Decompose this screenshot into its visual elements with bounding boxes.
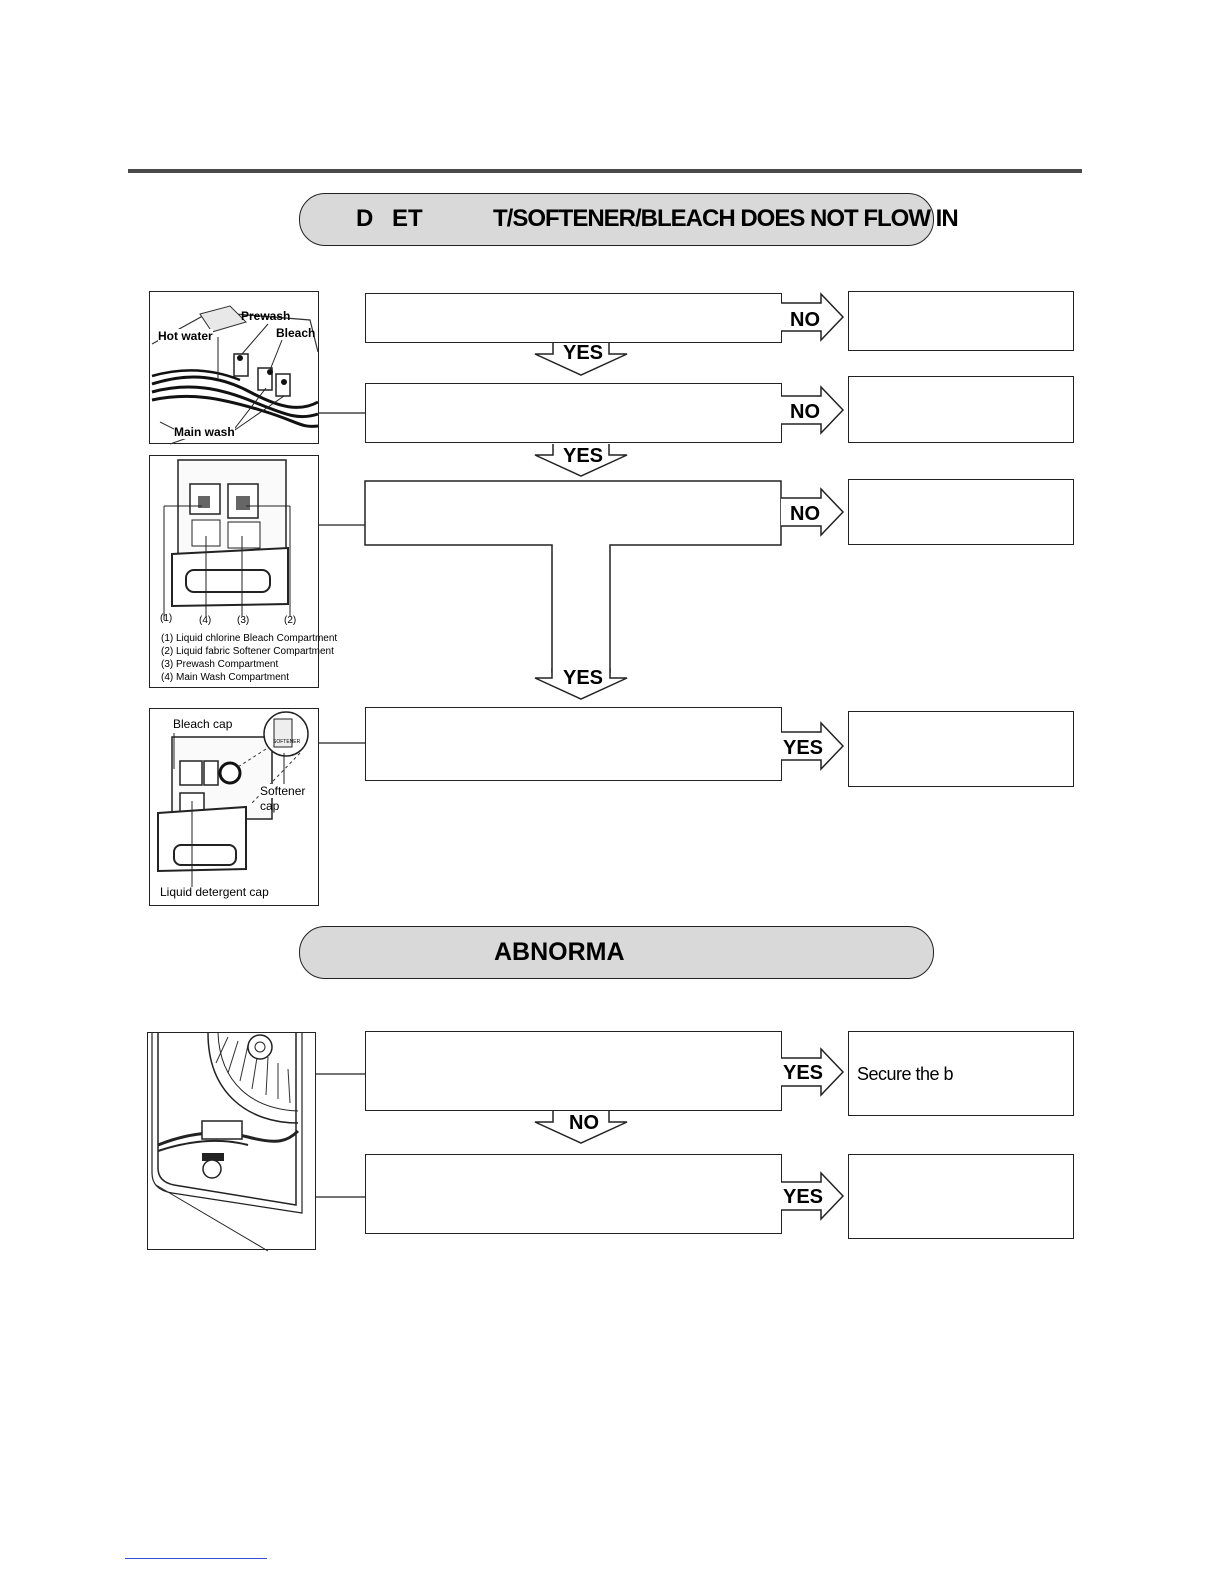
legend-item-1: (1) Liquid chlorine Bleach Compartment xyxy=(161,633,338,644)
header-rule xyxy=(128,169,1082,173)
section1-step-1 xyxy=(365,293,782,343)
main-wash-label: Main wash xyxy=(174,425,235,439)
motor-wiring-drawing xyxy=(148,1033,317,1251)
section1-step-2 xyxy=(365,383,782,443)
section2-result-2 xyxy=(848,1154,1074,1239)
footer-link-underline[interactable] xyxy=(125,1558,267,1559)
yes-label-3: YES xyxy=(563,667,604,689)
dispenser-caps-figure xyxy=(149,708,319,906)
softener-tag-label: SOFTENER xyxy=(273,739,301,745)
no-label-3: NO xyxy=(790,503,820,525)
section1-result-2 xyxy=(848,376,1074,443)
section2-result-1 xyxy=(848,1031,1074,1116)
section2-step-2 xyxy=(365,1154,782,1234)
marker-1: (1) xyxy=(160,613,173,624)
section1-step-3 xyxy=(364,480,784,698)
valve-hose-figure xyxy=(149,291,319,444)
legend-item-3: (3) Prewash Compartment xyxy=(161,659,279,670)
yes-label-1: YES xyxy=(563,342,604,364)
dispenser-compartments-figure xyxy=(149,455,338,688)
hot-water-label: Hot water xyxy=(158,329,213,343)
legend-item-4: (4) Main Wash Compartment xyxy=(161,672,289,683)
valve-hose-drawing xyxy=(150,292,320,445)
section1-title-part2: ET xyxy=(392,205,423,232)
section1-result-3 xyxy=(848,479,1074,545)
section1-title-part1: D xyxy=(356,205,374,232)
prewash-label: Prewash xyxy=(241,309,291,323)
yes-label-section2-2: YES xyxy=(783,1186,824,1208)
yes-label-section2-1: YES xyxy=(783,1062,824,1084)
softener-cap-label-cont: cap xyxy=(260,799,280,813)
yes-label-4: YES xyxy=(783,737,824,759)
section1-title-part3: T/SOFTENER/BLEACH DOES NOT FLOW IN xyxy=(493,205,958,232)
marker-4: (4) xyxy=(199,615,212,626)
section2-title: ABNORMA xyxy=(494,938,625,966)
section1-step-4 xyxy=(365,707,782,781)
dispenser-drawing xyxy=(150,456,320,616)
marker-3: (3) xyxy=(237,615,250,626)
no-label-2: NO xyxy=(790,401,820,423)
section2-step-1 xyxy=(365,1031,782,1111)
section1-result-4 xyxy=(848,711,1074,787)
bleach-cap-label: Bleach cap xyxy=(173,717,233,731)
softener-cap-label: Softener xyxy=(260,784,306,798)
motor-wiring-figure xyxy=(147,1032,316,1250)
yes-label-2: YES xyxy=(563,445,604,467)
no-label-section2: NO xyxy=(569,1112,599,1134)
marker-2: (2) xyxy=(284,615,297,626)
secure-result-text: Secure the b xyxy=(857,1064,954,1084)
legend-item-2: (2) Liquid fabric Softener Compartment xyxy=(161,646,334,657)
liquid-detergent-cap-label: Liquid detergent cap xyxy=(160,885,269,899)
bleach-label: Bleach xyxy=(276,326,316,340)
section1-result-1 xyxy=(848,291,1074,351)
no-label-1: NO xyxy=(790,309,820,331)
